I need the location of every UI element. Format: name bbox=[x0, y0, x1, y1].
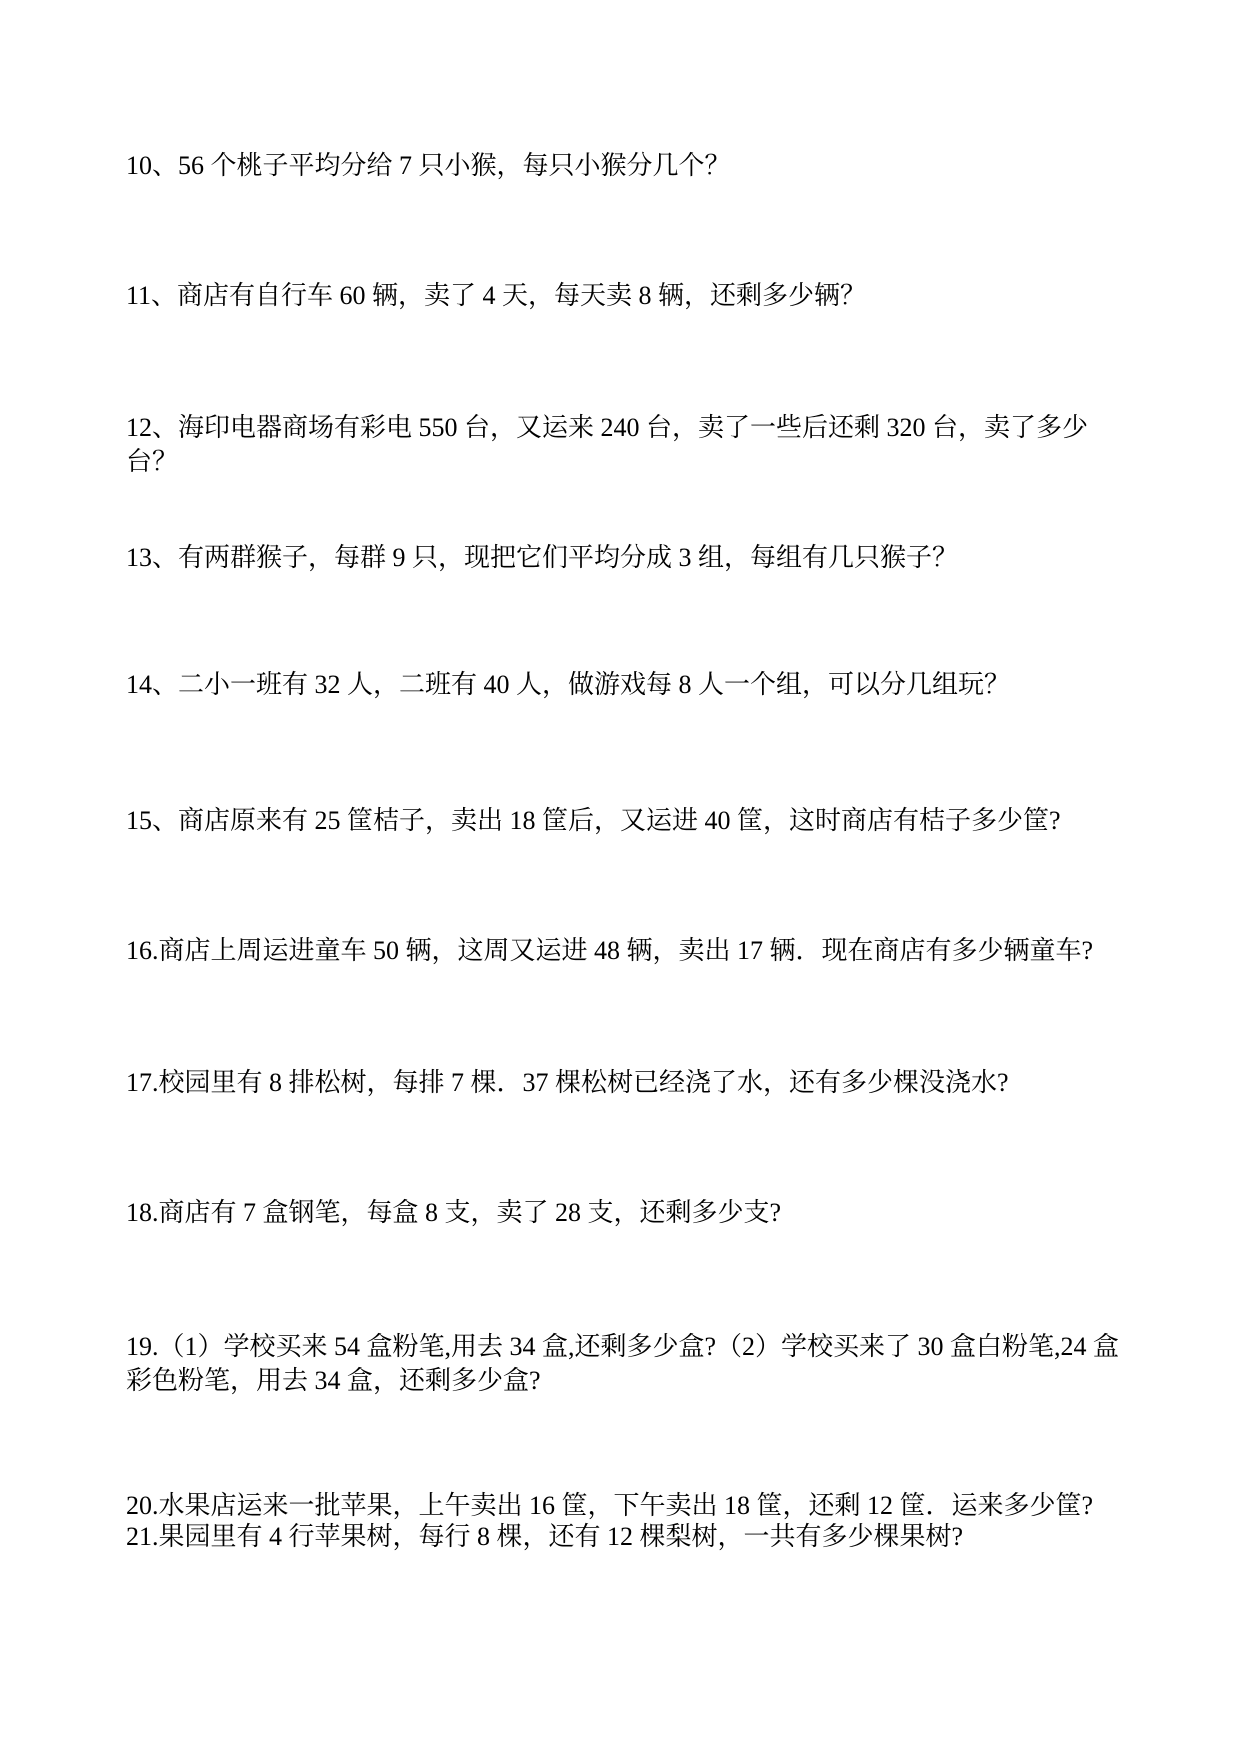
question-17: 17.校园里有 8 排松树，每排 7 棵．37 棵松树已经浇了水，还有多少棵没浇水? bbox=[126, 1068, 1009, 1097]
question-14: 14、二小一班有 32 人，二班有 40 人，做游戏每 8 人一个组，可以分几组玩？ bbox=[126, 670, 1011, 699]
question-13: 13、有两群猴子，每群 9 只，现把它们平均分成 3 组，每组有几只猴子？ bbox=[126, 543, 959, 572]
question-19: 19.（1）学校买来 54 盒粉笔,用去 34 盒,还剩多少盒?（2）学校买来了 30 盒白粉笔,24 盒彩色粉笔，用去 34 盒，还剩多少盒? bbox=[126, 1332, 1120, 1395]
question-20: 20.水果店运来一批苹果，上午卖出 16 筐，下午卖出 18 筐，还剩 12 筐．运来多少筐? bbox=[126, 1491, 1094, 1520]
question-12: 12、海印电器商场有彩电 550 台，又运来 240 台，卖了一些后还剩 320 台，卖了多少台？ bbox=[126, 413, 1089, 476]
question-21: 21.果园里有 4 行苹果树，每行 8 棵，还有 12 棵梨树，一共有多少棵果树? bbox=[126, 1522, 964, 1551]
question-15: 15、商店原来有 25 筐桔子，卖出 18 筐后，又运进 40 筐，这时商店有桔子多少筐? bbox=[126, 806, 1061, 835]
question-18: 18.商店有 7 盒钢笔，每盒 8 支，卖了 28 支，还剩多少支? bbox=[126, 1198, 782, 1227]
question-11: 11、商店有自行车 60 辆，卖了 4 天，每天卖 8 辆，还剩多少辆？ bbox=[126, 281, 867, 310]
question-10: 10、56 个桃子平均分给 7 只小猴，每只小猴分几个？ bbox=[126, 151, 731, 180]
question-16: 16.商店上周运进童车 50 辆，这周又运进 48 辆，卖出 17 辆．现在商店有多少辆童车? bbox=[126, 936, 1094, 965]
